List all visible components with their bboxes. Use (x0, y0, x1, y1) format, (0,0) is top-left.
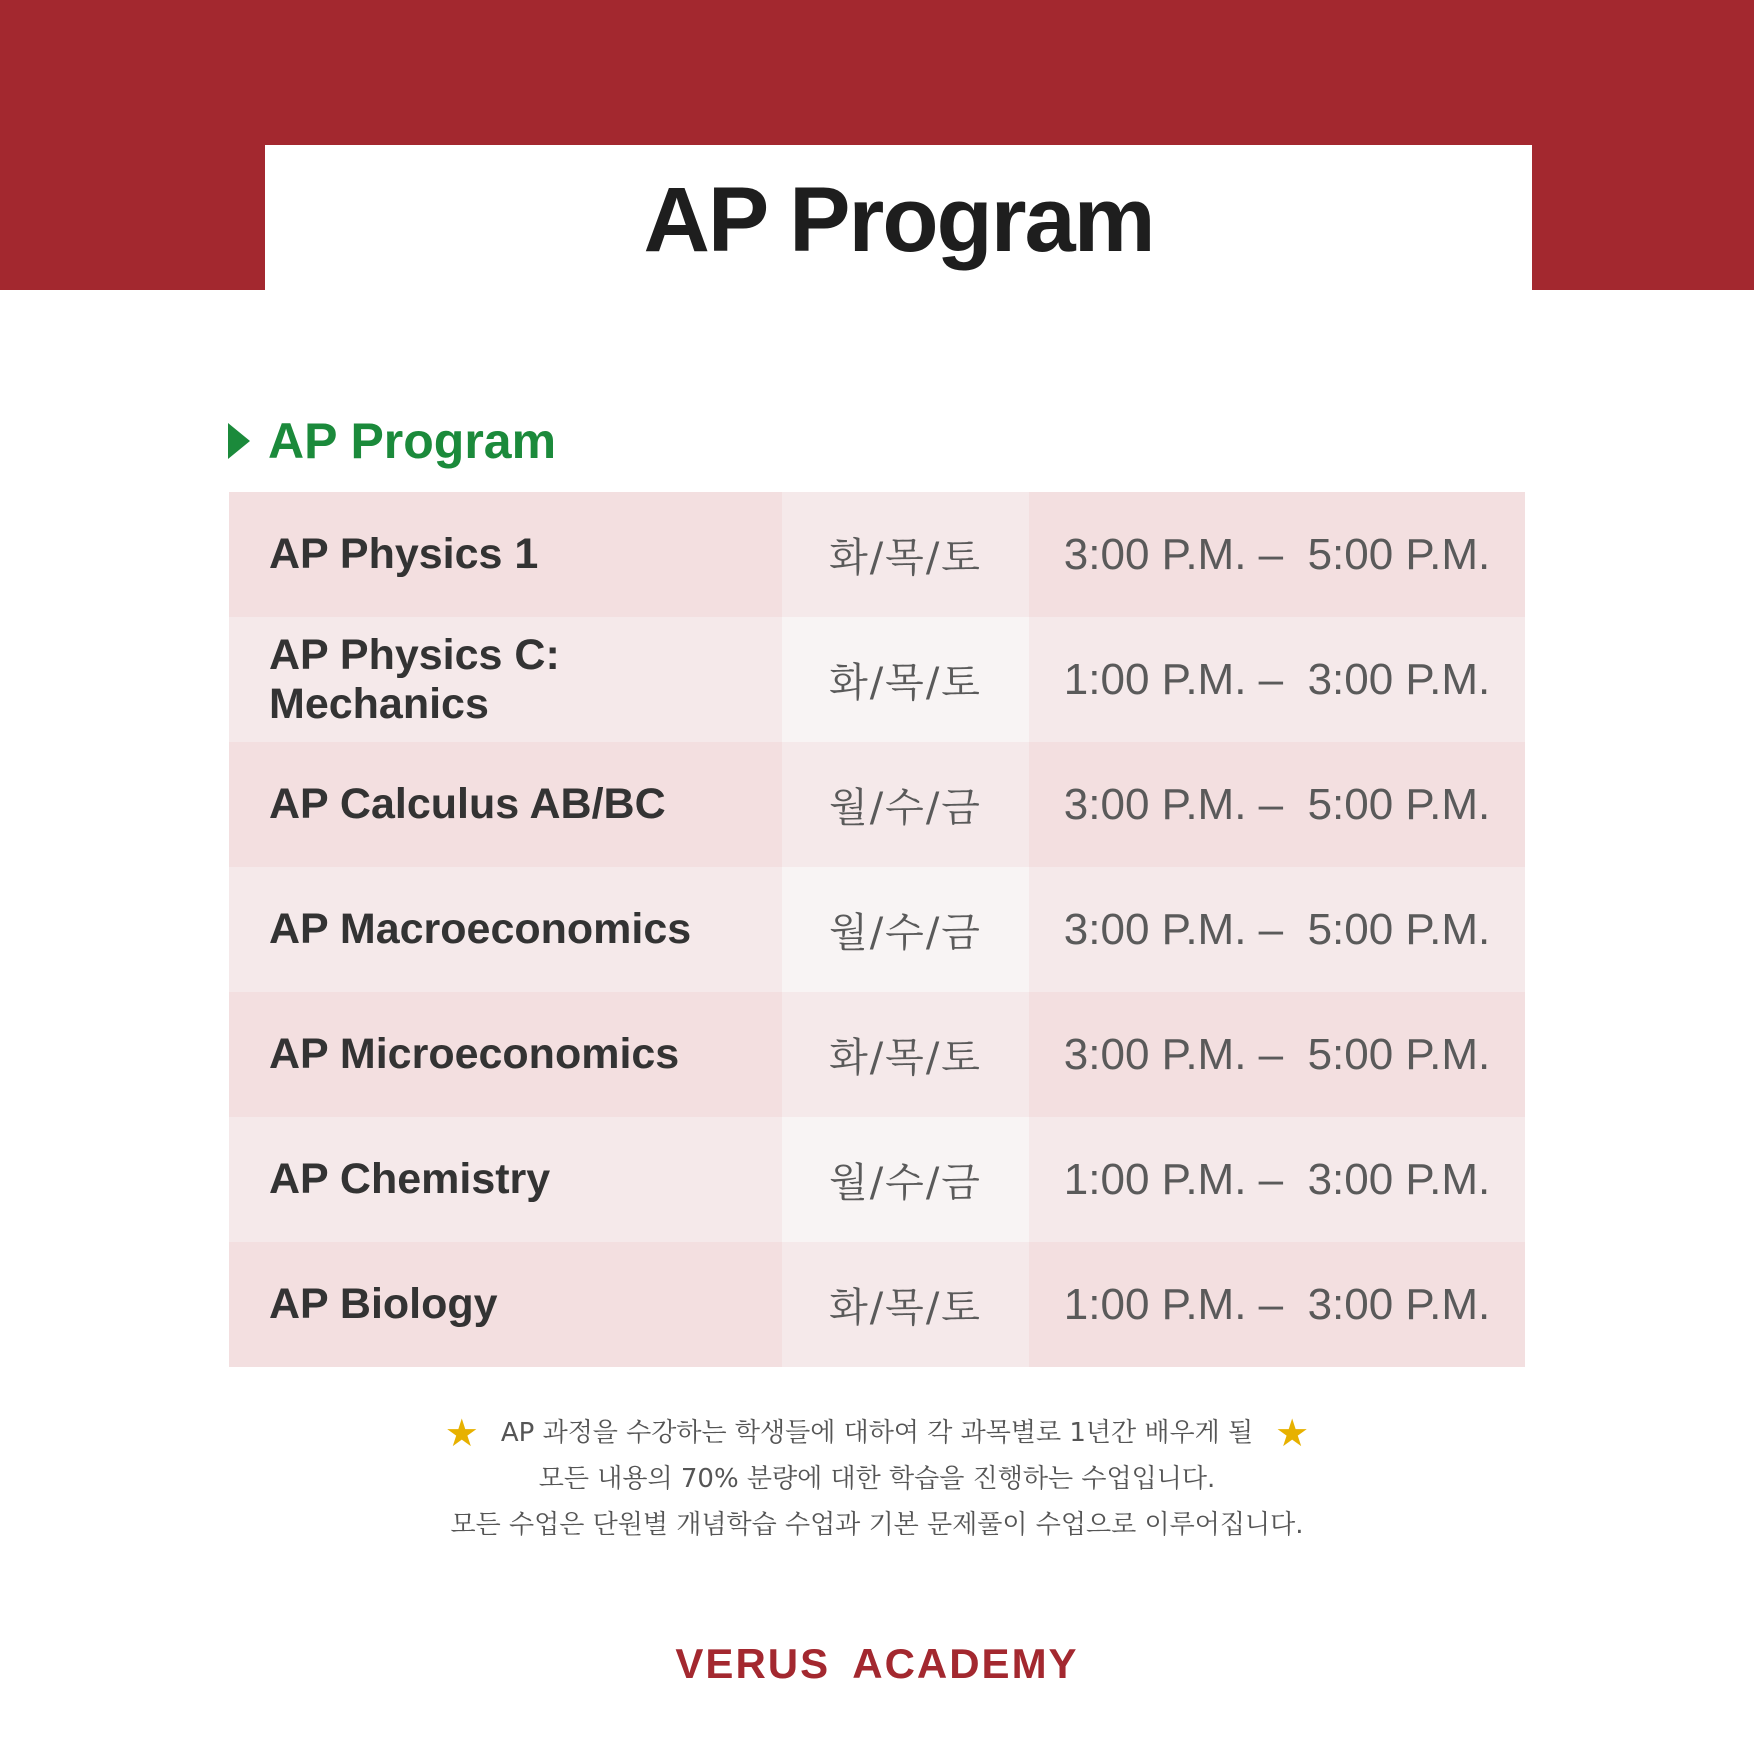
course-cell (229, 617, 782, 742)
note-line-3 (0, 1502, 1754, 1548)
note-line-1 (0, 1410, 1754, 1456)
triangle-right-icon (228, 423, 250, 459)
course-days: 화/목/토 (829, 660, 982, 706)
course-cell (229, 1242, 782, 1367)
course-time: 1:00 P.M. – 3:00 P.M. (1063, 654, 1491, 704)
course-cell (229, 492, 782, 617)
course-time: 1:00 P.M. – 3:00 P.M. (1063, 1279, 1491, 1329)
course-name: AP Macroeconomics (269, 905, 692, 953)
course-name: AP Physics C: Mechanics (269, 630, 560, 728)
table-row (229, 1117, 1525, 1242)
days-cell (782, 617, 1029, 742)
note-text-3: 모든 수업은 단원별 개념학습 수업과 기본 문제풀이 수업으로 이루어집니다. (450, 1510, 1304, 1540)
course-cell (229, 1117, 782, 1242)
table-row (229, 1242, 1525, 1367)
table-row (229, 867, 1525, 992)
course-days: 화/목/토 (829, 535, 982, 581)
footer-brand: VERUS ACADEMY (675, 1640, 1079, 1687)
course-time: 3:00 P.M. – 5:00 P.M. (1063, 529, 1491, 579)
section-label: AP Program (268, 413, 557, 469)
days-cell (782, 492, 1029, 617)
time-cell (1029, 1242, 1525, 1367)
time-cell (1029, 867, 1525, 992)
course-time: 3:00 P.M. – 5:00 P.M. (1063, 904, 1491, 954)
program-note (0, 1410, 1754, 1548)
page-title: AP Program (643, 168, 1154, 271)
star-icon: ★ (1275, 1411, 1310, 1455)
course-name: AP Chemistry (269, 1155, 551, 1203)
days-cell (782, 1242, 1029, 1367)
section-heading (228, 412, 556, 470)
course-cell (229, 992, 782, 1117)
table-row (229, 992, 1525, 1117)
course-time: 3:00 P.M. – 5:00 P.M. (1063, 1029, 1491, 1079)
days-cell (782, 1117, 1029, 1242)
time-cell (1029, 1117, 1525, 1242)
course-cell (229, 742, 782, 867)
title-card (265, 145, 1532, 305)
course-days: 월/수/금 (829, 910, 982, 956)
star-icon: ★ (444, 1411, 479, 1455)
course-name: AP Calculus AB/BC (269, 780, 666, 828)
schedule-table (229, 492, 1525, 1367)
note-text-2: 모든 내용의 70% 분량에 대한 학습을 진행하는 수업입니다. (538, 1464, 1216, 1494)
course-time: 1:00 P.M. – 3:00 P.M. (1063, 1154, 1491, 1204)
course-name: AP Physics 1 (269, 530, 539, 578)
course-days: 화/목/토 (829, 1035, 982, 1081)
time-cell (1029, 742, 1525, 867)
days-cell (782, 867, 1029, 992)
days-cell (782, 742, 1029, 867)
days-cell (782, 992, 1029, 1117)
course-name: AP Microeconomics (269, 1030, 680, 1078)
course-days: 화/목/토 (829, 1285, 982, 1331)
course-days: 월/수/금 (829, 1160, 982, 1206)
course-time: 3:00 P.M. – 5:00 P.M. (1063, 779, 1491, 829)
course-days: 월/수/금 (829, 785, 982, 831)
note-text-1: AP 과정을 수강하는 학생들에 대하여 각 과목별로 1년간 배우게 될 (500, 1418, 1254, 1448)
table-row (229, 617, 1525, 742)
time-cell (1029, 992, 1525, 1117)
time-cell (1029, 492, 1525, 617)
course-cell (229, 867, 782, 992)
table-row (229, 742, 1525, 867)
note-line-2 (0, 1456, 1754, 1502)
table-row (229, 492, 1525, 617)
time-cell (1029, 617, 1525, 742)
course-name: AP Biology (269, 1280, 498, 1328)
